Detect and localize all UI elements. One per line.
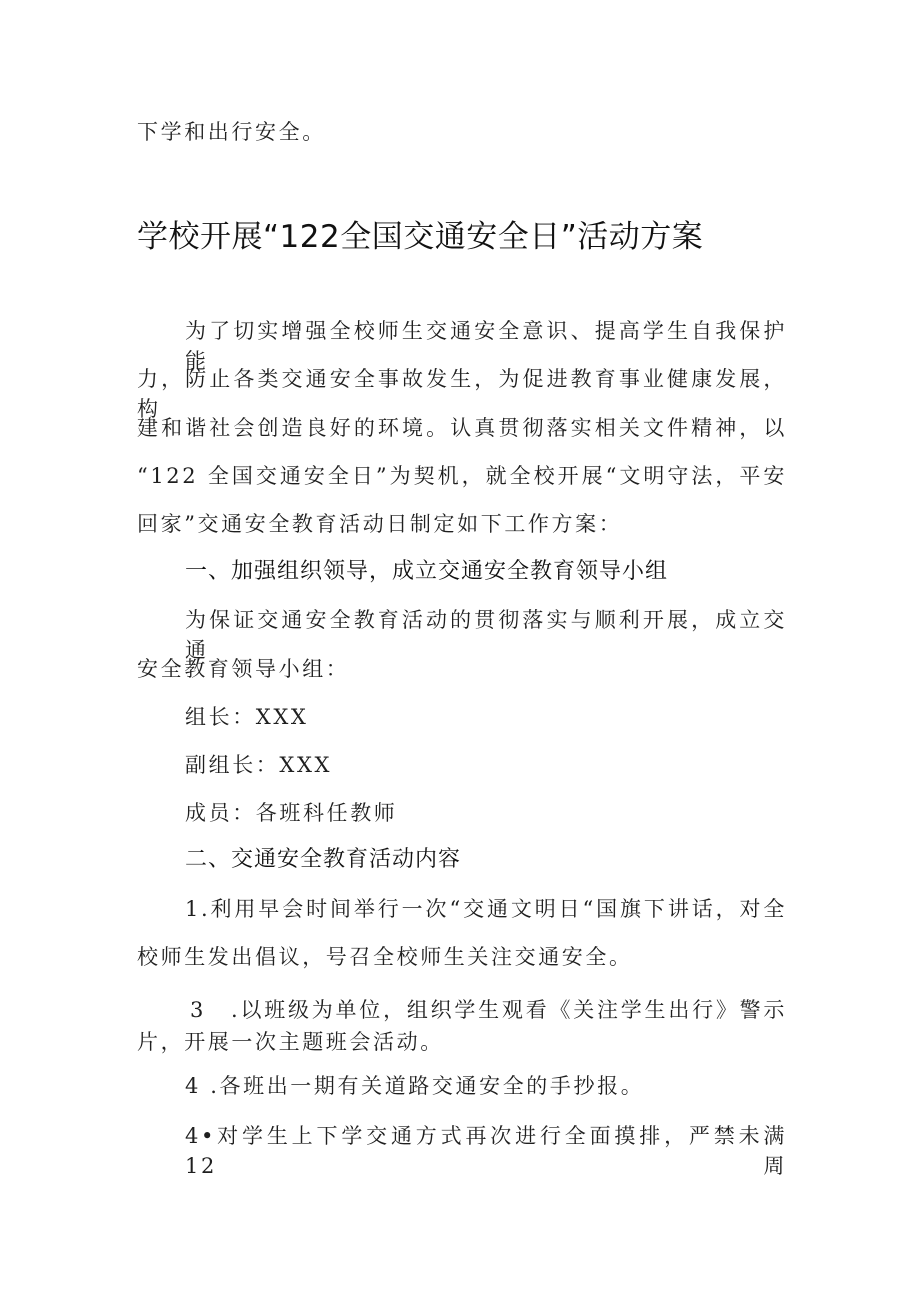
members-line: 成员：各班科任教师 — [185, 801, 398, 825]
deputy-leader-line: 副组长：XXX — [185, 753, 333, 777]
section-1-heading: 一、加强组织领导，成立交通安全教育领导小组 — [185, 559, 669, 584]
activity-item-line: .以班级为单位，组织学生观看《关注学生出行》警示 — [231, 998, 787, 1022]
intro-line: 力，防止各类交通安全事故发生，为促进教育事业健康发展，构 — [137, 367, 787, 421]
activity-item-line: 校师生发出倡议，号召全校师生关注交通安全。 — [137, 945, 633, 969]
intro-line: 回家”交通安全教育活动日制定如下工作方案： — [137, 512, 623, 536]
leader-line: 组长：XXX — [185, 705, 309, 729]
activity-item-line: 片，开展一次主题班会活动。 — [137, 1030, 444, 1054]
intro-line: “122 全国交通安全日”为契机，就全校开展“文明守法，平安 — [137, 464, 787, 488]
activity-item-4: 4•对学生上下学交通方式再次进行全面摸排，严禁未满12周 — [185, 1124, 787, 1178]
activity-item-number: 3 — [190, 998, 206, 1022]
document-title: 学校开展“122全国交通安全日”活动方案 — [137, 219, 704, 255]
section-1-line: 安全教育领导小组： — [137, 657, 350, 681]
intro-line: 为了切实增强全校师生交通安全意识、提高学生自我保护能 — [185, 319, 787, 373]
activity-item-3: 4 .各班出一期有关道路交通安全的手抄报。 — [185, 1074, 645, 1098]
section-1-line: 为保证交通安全教育活动的贯彻落实与顺利开展，成立交通 — [185, 608, 787, 662]
continuation-line: 下学和出行安全。 — [137, 120, 326, 144]
activity-item-line: 1.利用早会时间举行一次“交通文明日“国旗下讲话，对全 — [185, 897, 787, 921]
intro-line: 建和谐社会创造良好的环境。认真贯彻落实相关文件精神，以 — [137, 416, 787, 440]
section-2-heading: 二、交通安全教育活动内容 — [185, 847, 462, 872]
